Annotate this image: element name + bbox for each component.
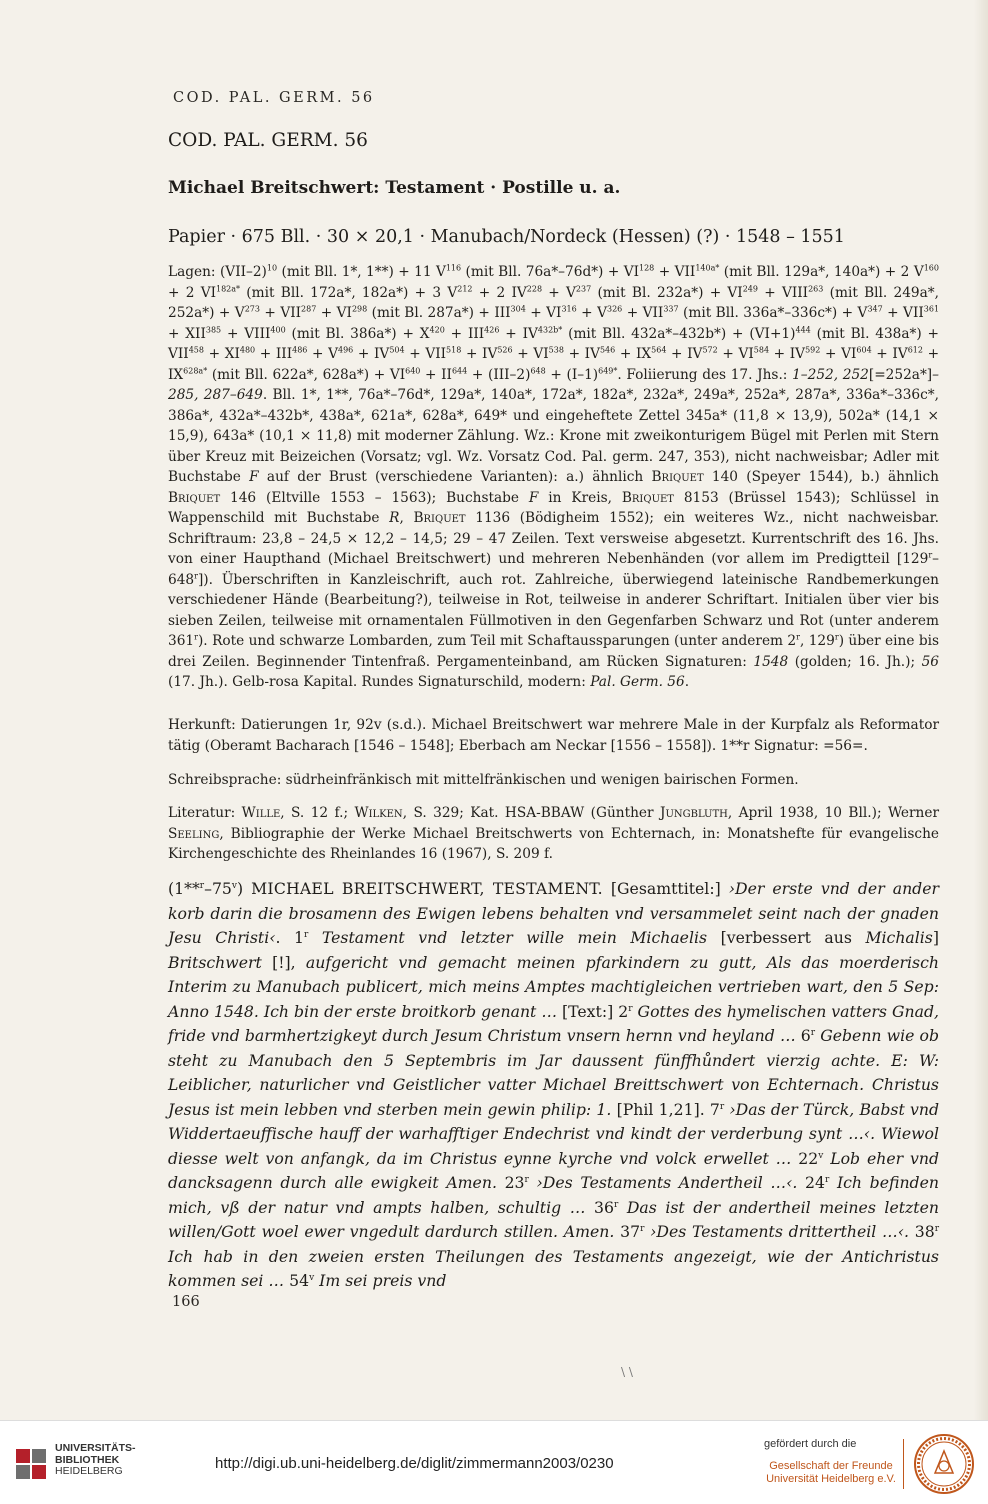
schreibsprache-paragraph: Schreibsprache: südrheinfränkisch mit mittelfränkischen und wenigen bairischen Formen. [168,772,799,788]
page-number: 166 [172,1294,200,1310]
digital-url-link[interactable]: http://digi.ub.uni-heidelberg.de/diglit/zimmermann2003/0230 [215,1455,614,1472]
running-head: COD. PAL. GERM. 56 [173,90,375,106]
footer-bar [0,1420,988,1504]
ub-logo-icon [14,1447,50,1481]
sponsor-society: Gesellschaft der Freunde Universität Heidelberg e.V. [766,1460,896,1485]
manuscript-title: Michael Breitschwert: Testament · Postille u. a. [168,178,621,198]
footer-divider [903,1439,904,1489]
herkunft-paragraph: Herkunft: Datierungen 1r, 92v (s.d.). Michael Breitschwert war mehrere Male in der Kurpfalz als Reformator tätig (Oberamt Bacharach [1546 – 1548]; Eberbach am Neckar [1556 – 1558]). 1**r Signatur: =56=. [168,717,939,754]
literatur-paragraph: Literatur: Wille, S. 12 f.; Wilken, S. 329; Kat. HSA-BBAW (Günther Jungbluth, April 1938, 10 Bll.); Werner Seeling, Bibliographie der Werke Michael Breitschwerts von Echternach, in: Monatshefte für evangelische Kirchengeschichte des Rheinlandes 16 (1967), S. 209 f. [168,805,940,862]
library-name: UNIVERSITÄTS- BIBLIOTHEK HEIDELBERG [55,1442,136,1477]
sponsor-label: gefördert durch die [764,1438,857,1450]
lagen-paragraph: Lagen: $(VII-2)^{10}$ (mit Bll. 1*, 1**) + 11 $V^{116}$ (mit Bll. $76a*-76d*) + VI^{128} + VII^{140a*}$ (mit Bll. 129a*, 140a*) + 2 $V^{160} + 2$ $VI^{182a*}$ (mit Bll. 172a*, 182a*) + 3 $V^{212} + 2$ $IV^{228} + V^{237}$ (mit Bl. $232a*) + VI^{249}$ + $VIII^{263}$ (mit Bll. 249a*, $252a*) + V^{273} + VII^{287} + VI^{298}$ (mit Bl. $287a*) + III^{304} + VI^{316} + V^{326} + VII^{337}$ (mit Bll. $336a*-336c*) + V^{347} + VII^{361} + XII^{385}$ + $VIII^{400}$ (mit Bl. $386a*) + X^{420} + III^{426} + IV^{432b*}$ (mit Bll. $432a*-432b*) + (VI+1)^{444}$ (mit Bl. $438a*) + VII^{458} + XI^{480} + III^{486} + V^{496} + IV^{504} + VII^{518} + IV^{526} + VI^{538} + IV^{546} + IX^{564} + IV^{572} + VI^{584} + IV^{592} + VI^{604} + IV^{612} + IX^{628a*}$ (mit Bll. 622a*, $628a*) + VI^{640} + II^{644} + (III-2)^{648} + (I-1)^{649*}$. Foliierung des 17. Jhs.: 1–252, 252[=252a*]–285, 287–649. Bll. 1*, 1**, 76a*–76d*, 129a*, 140a*, 172a*, 182a*, 232a*, 249a*, 252a*, 287a*, 336a*–336c*, 386a*, 432a*–432b*, 438a*, 621a*, 628a*, 649* und eingeheftete Zettel 345a* (11,8 × 13,9), 502a* (14,1 × 15,9), 643a* (10,1 × 11,8) mit moderner Zählung. Wz.: Krone mit zweikonturigem Bügel mit Perlen mit Stern über Kreuz mit Beizeichen (Vorsatz; vgl. Wz. Vorsatz Cod. Pal. germ. 247, 353), nicht nachweisbar; Adler mit Buchstabe F auf der Brust (verschiedene Varianten): a.) ähnlich Briquet 140 (Speyer 1544), b.) ähnlich Briquet 146 (Eltville 1553 – 1563); Buchstabe F in Kreis, Briquet 8153 (Brüssel 1543); Schlüssel in Wappenschild mit Buchstabe R, Briquet 1136 (Bödigheim 1552); ein weiteres Wz., nicht nachweisbar. Schriftraum: 23,8 – 24,5 × 12,2 – 14,5; 29 – 47 Zeilen. Text versweise abgesetzt. Kurrentschrift des 16. Jhs. von einer Haupthand (Michael Breitschwert) und mehreren Nebenhänden (vor allem im Predigtteil [129$^r$–648$^r$]). Überschriften in Kanzleischrift, auch rot. Zahlreiche, überwiegend lateinische Randbemerkungen verschiedener Hände (Bearbeitung?), teilweise in Rot, teilweise in anderer Schriftart. Initialen über vier bis sieben Zeilen, teilweise mit ornamentalen Füllmotiven in den Gegenfarben Schwarz und Rot (unter anderem 361$^r$). Rote und schwarze Lombarden, zum Teil mit Schaftaussparungen (unter anderem 2$^r$, 129$^r$) über eine bis drei Zeilen. Beginnender Tintenfraß. Pergamenteinband, am Rücken Signaturen: 1548 (golden; 16. Jh.); 56 (17. Jh.). Gelb-rosa Kapital. Rundes Signaturschild, modern: Pal. Germ. 56. [168,263,940,690]
content-entry: (1**$^r$–75$^v$) MICHAEL BREITSCHWERT, TESTAMENT. [Gesamttitel:] ›Der erste vnd der ander korb darin die brosamenn des Ewigen lebens behalten vnd versammelet seint nach der gnaden Jesu Christi‹. 1$^r$ Testament vnd letzter wille mein Michaelis [verbessert aus Michalis] Britschwert [!], aufgericht vnd gemacht meinen pfarkindern zu gutt, Als das moerderisch Interim zu Manubach publicert, mich meins Amptes machtigleichen vertrieben wart, den 5 Sep: Anno 1548. Ich bin der erste broitkorb genant … [Text:] 2$^r$ Gottes des hymelischen vatters Gnad, fride vnd barmhertzigkeyt durch Jesum Christum vnsern hernn vnd heyland … 6$^r$ Gebenn wie ob steht zu Manubach den 5 Septembris im Jar daussent fünffhůndert vierzig achte. E: W: Leiblicher, naturlicher vnd Geistlicher vatter Michael Breittschwert von Echternach. Christus Jesus ist mein lebben vnd sterben mein gewin philip: 1. [Phil 1,21]. 7$^r$ ›Das der Türck, Babst vnd Widdertaeuffische hauff der warhafftiger Endechrist vnd kindt der verderbung synt …‹. Wiewol diesse welt von anfangk, da im Christus eynne kyrche vnd volck erwellet … 22$^v$ Lob eher vnd dancksagenn durch alle ewigkeit Amen. 23$^r$ ›Des Testaments Andertheil …‹. 24$^r$ Ich befinden mich, vß der natur vnd ampts halben, schultig … 36$^r$ Das ist der andertheil meines letzten willen/Gott woel ewer vngedult dardurch stillen. Amen. 37$^r$ ›Des Testaments drittertheil …‹. 38$^r$ Ich hab in den zweien ersten Theilungen des Testaments angezeigt, wie der Antichristus kommen sei … 54$^v$ Im sei preis vnd [168,879,940,1290]
stray-marks: \ \ [621,1365,633,1379]
manuscript-facts: Papier · 675 Bll. · 30 × 20,1 · Manubach/Nordeck (Hessen) (?) · 1548 – 1551 [168,227,845,247]
university-seal-icon [913,1433,975,1495]
codex-heading: COD. PAL. GERM. 56 [168,130,368,151]
